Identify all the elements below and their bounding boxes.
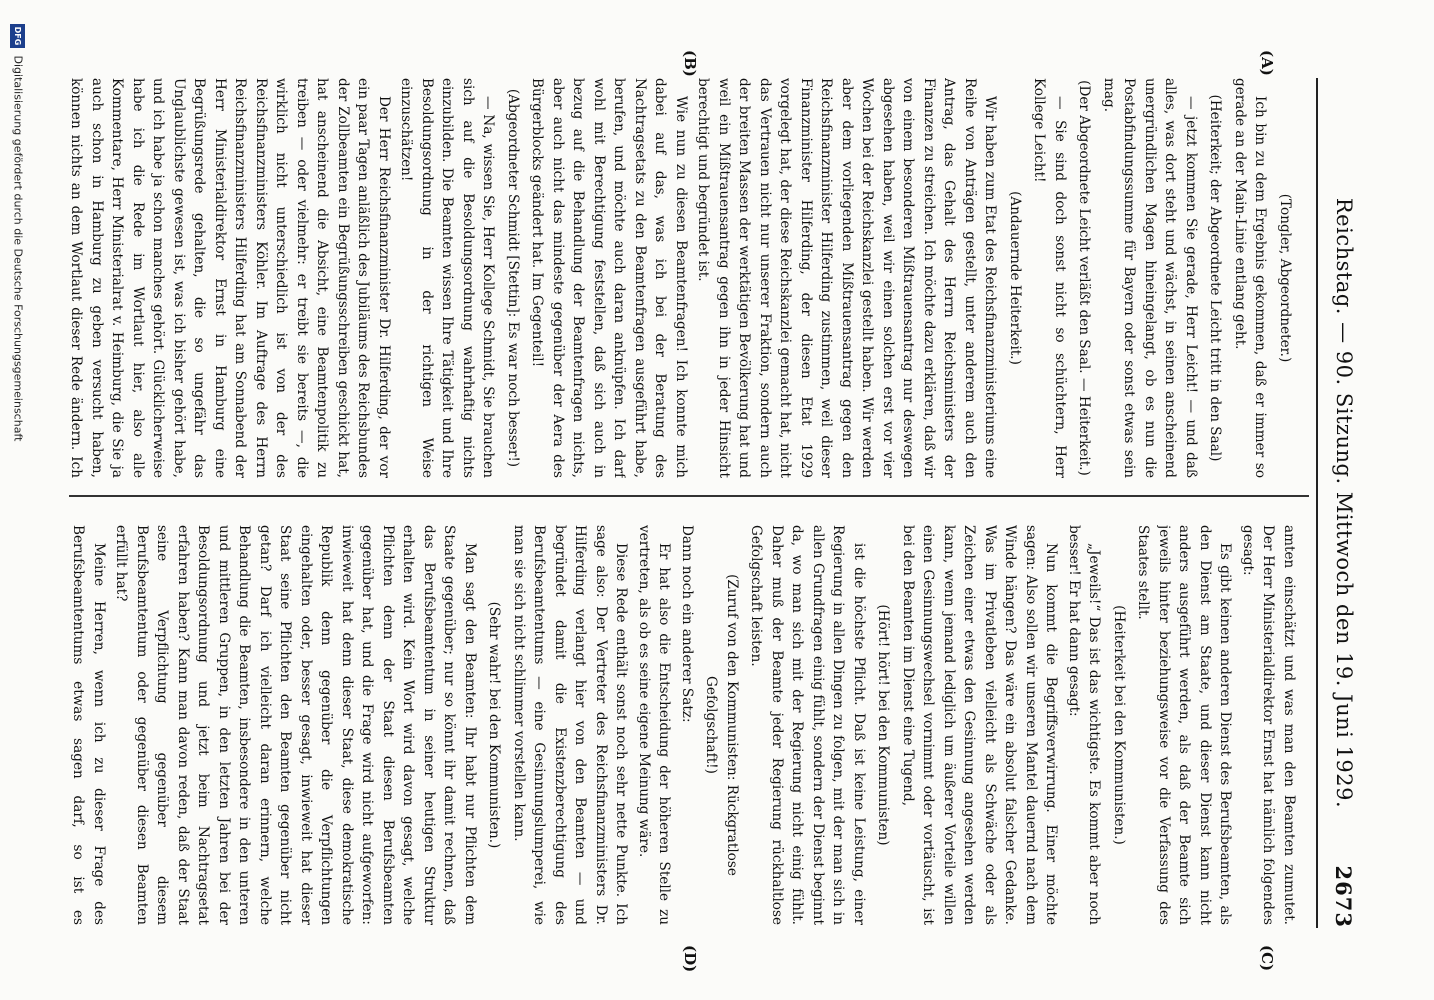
paragraph: Diese Rede enthält sonst noch sehr nette Punkte. Ich sage also: Der Vertreter des Reichsfinanzministers Dr. Hilferding verlangt hier von den Beamten — und begründet damit die Existenzberechtigung des Berufsbeamtentums — eine Gesinnungslumperei, wie man sie sich nicht schlimmer vorstellen kann. xyxy=(511,525,630,925)
paragraph: Ich bin zu dem Ergebnis gekommen, daß er immer so gerade an der Main-Linie entlang geht. xyxy=(1232,78,1269,478)
margin-marker-b: (B) xyxy=(681,50,699,77)
paragraph: „Jeweils!“ Das ist das wichtigste. Es kommt aber noch besser! Er hat dann gesagt: xyxy=(1066,525,1103,925)
quotation: ist die höchste Pflicht. Daß ist keine Leistung, einer Regierung in allen Dingen zu folgen, mit der man sich in allen Grundfragen einig fühlt, sondern der Dienst beginnt da, wo man sich mit der Regierung nicht einig fühlt. Daher muß der Beamte jeder Regierung rückhaltlose Gefolgschaft leisten. xyxy=(748,525,867,925)
speaker-line: (Tongler, Abgeordneter.) xyxy=(1277,193,1293,363)
column-divider xyxy=(69,495,1309,497)
interjection: (Zuruf von den Kommunisten: Rückgratlose Gefolgschaft!) xyxy=(703,574,740,876)
credit-text: Digitalisierung gefördert durch die Deutsche Forschungsgemeinschaft xyxy=(11,55,25,442)
paragraph: Man sagt den Beamten: Ihr habt nur Pflichten dem Staate gegenüber; nur so könnt ihr damit rechnen, daß das Berufsbeamtentum in seiner heutigen Struktur erhalten wird. Kein Wort wird davon gesagt, welche Pflichten denn der Staat diesen Berufsbeamten gegenüber hat, und die Frage wird nicht aufgeworfen: inwieweit hat denn dieser Staat, diese demokratische Republik denn gegenüber die Verpflichtungen eingehalten oder, besser gesagt, inwieweit hat dieser Staat seine Pflichten den Beamten gegenüber nicht getan? Darf ich vielleicht daran erinnern, welche Behandlung die Beamten, insbesondere in den unteren und mittleren Gruppen, in den letzten Jahren bei der Besoldungsordnung und jetzt beim Nachtragsetat erfahren haben? Kann man davon reden, daß der Staat seine Verpflichtung gegenüber diesem Berufsbeamtentum oder gegenüber diesen Beamten erfüllt hat? xyxy=(113,525,478,925)
stage-direction: (Heiterkeit bei den Kommunisten.) xyxy=(1111,605,1127,845)
digitization-credit xyxy=(10,24,25,984)
paragraph: Wie nun zu diesen Beamtenfragen! Ich konnte mich dabei auf das, was ich bei der Beratung des Nachtragsetats zu den Beamtenfragen ausgeführt habe, berufen, und möchte auch daran anknüpfen. Ich darf wohl mit Berechtigung feststellen, daß sich auch in bezug auf die Behandlung der Beamtenfragen nichts, aber auch nicht das mindeste gegenüber der Aera des Bürgerblocks geändert hat. Im Gegenteil! xyxy=(529,78,689,478)
paragraph: amten einschätzt und was man den Beamten zumutet. Der Herr Ministerialdirektor Ernst hat nämlich folgendes gesagt: xyxy=(1240,525,1297,925)
quotation: Es gibt keinen anderen Dienst des Berufsbeamten, als den Dienst am Staate, und dieser Dienst kann nicht anders ausgeführt werden, als daß der Beamte sich jeweils hinter beziehungsweise vor die Verfassung des Staates stellt. xyxy=(1135,525,1234,925)
margin-marker-d: (D) xyxy=(681,945,699,973)
paragraph: — Na, wissen Sie, Herr Kollege Schmidt, Sie brauchen sich auf die Besoldungsordnung wahrhaftig nichts einzubilden. Die Beamten wissen Ihre Tätigkeit und Ihre Besoldungsordnung in der richtigen Weise einzuschätzen! xyxy=(398,78,497,478)
paragraph: Dann noch ein anderer Satz: xyxy=(679,525,695,723)
dfg-logo: DFG xyxy=(10,24,25,48)
margin-marker-a: (A) xyxy=(1258,50,1276,76)
margin-marker-c: (C) xyxy=(1258,945,1276,972)
paragraph: Wir haben zum Etat des Reichsfinanzministeriums eine Reihe von Anträgen gestellt, unter anderem auch den Antrag, das Gehalt des Herrn Reichsministers der Finanzen zu streichen. Ich möchte dazu erklären, daß wir von einem besonderen Mißtrauensantrag nur deswegen abgesehen haben, weil wir einen solchen erst vor vier Wochen bei der Reichskanzlei gestellt haben. Wir werden aber dem vorliegenden Mißtrauensantrag gegen den Reichsfinanzminister Hilferding zustimmen, weil dieser Finanzminister Hilferding, der diesen Etat 1929 vorgelegt hat, der diese Reichskanzlei gemacht hat, nicht das Vertrauen nicht nur unserer Fraktion, sondern auch der breiten Massen der werktätigen Bevölkerung hat und weil ein Mißtrauensantrag gegen ihn in jeder Hinsicht berechtigt und begründet ist. xyxy=(695,78,999,478)
quotation: Er hat also die Entscheidung der höheren Stelle zu vertreten, als ob es seine eigene Meinung wäre. xyxy=(636,525,673,925)
paragraph: Meine Herren, wenn ich zu dieser Frage des Berufsbeamtentums etwas sagen darf, so ist es xyxy=(70,525,107,925)
stage-direction: (Heiterkeit; der Abgeordnete Leicht tritt in den Saal) xyxy=(1207,94,1224,462)
page-number: 2673 xyxy=(1331,865,1356,928)
interjection: (Abgeordneter Schmidt [Stettin]: Es war noch besser!) xyxy=(505,88,521,468)
stage-direction: (Hört! hört! bei den Kommunisten) xyxy=(875,604,892,846)
right-text-column xyxy=(69,525,1299,925)
stage-direction: (Andauernde Heiterkeit.) xyxy=(1007,191,1023,365)
paragraph: — Sie sind doch sonst nicht so schüchtern, Herr Kollege Leicht! xyxy=(1031,78,1068,478)
left-text-column xyxy=(69,78,1299,478)
paragraph: Der Herr Reichsfinanzminister Dr. Hilferding, der vor ein paar Tagen anläßlich des Jubiläums des Reichsbundes der Zollbeamten ein Begrüßungsschreiben geschickt hat, hat anscheinend die Absicht, eine Beamtenpolitik zu treiben — oder vielmehr: er treibt sie bereits —, die wirklich nicht unterschiedlich ist von der des Reichsfinanzministers Köhler. Im Auftrage des Herrn Reichsfinanzministers Hilferding hat am Sonnabend der Herr Ministerialdirektor Ernst in Hamburg eine Begrüßungsrede gehalten, die so ungefähr das Unglaublichste gewesen ist, was ich bisher gehört habe, und ich habe ja schon manches gehört. Glücklicherweise habe ich die Rede im Wortlaut hier, also alle Kommentare, Herr Ministerialrat v. Heimburg, die Sie ja auch schon in Hamburg zu geben versucht haben, können nichts an dem Wortlaut dieser Rede ändern. Ich xyxy=(69,78,392,478)
stage-direction: (Der Abgeordnete Leicht verläßt den Saal. — Heiterkeit.) xyxy=(1076,80,1093,476)
page-header xyxy=(1316,78,1356,928)
running-title: Reichstag. — 90. Sitzung. Mittwoch den 19. Juni 1929. xyxy=(1332,197,1356,809)
stage-direction: (Sehr wahr! bei den Kommunisten.) xyxy=(486,601,503,849)
quotation: Nun kommt die Begriffsverwirrung. Einer möchte sagen: Also sollen wir unseren Mantel dauernd nach dem Winde hängen? Das wäre ein absolut falscher Gedanke. Was im Privatleben vielleicht als Schwäche oder als Zeichen einer etwas den Gesinnung angesehen werden kann, wenn jemand lediglich um äußerer Vorteile willen einen Gesinnungswechsel vornimmt oder vortäuscht, ist bei den Beamten im Dienst eine Tugend, xyxy=(900,525,1060,925)
paragraph: — jetzt kommen Sie gerade, Herr Leicht! — und daß alles, was dort steht und wächst, in seinen anscheinend unergründlichen Magen hineingelangt, ob es nun die Postabfindungssumme für Bayern oder sonst etwas sein mag. xyxy=(1101,78,1199,478)
